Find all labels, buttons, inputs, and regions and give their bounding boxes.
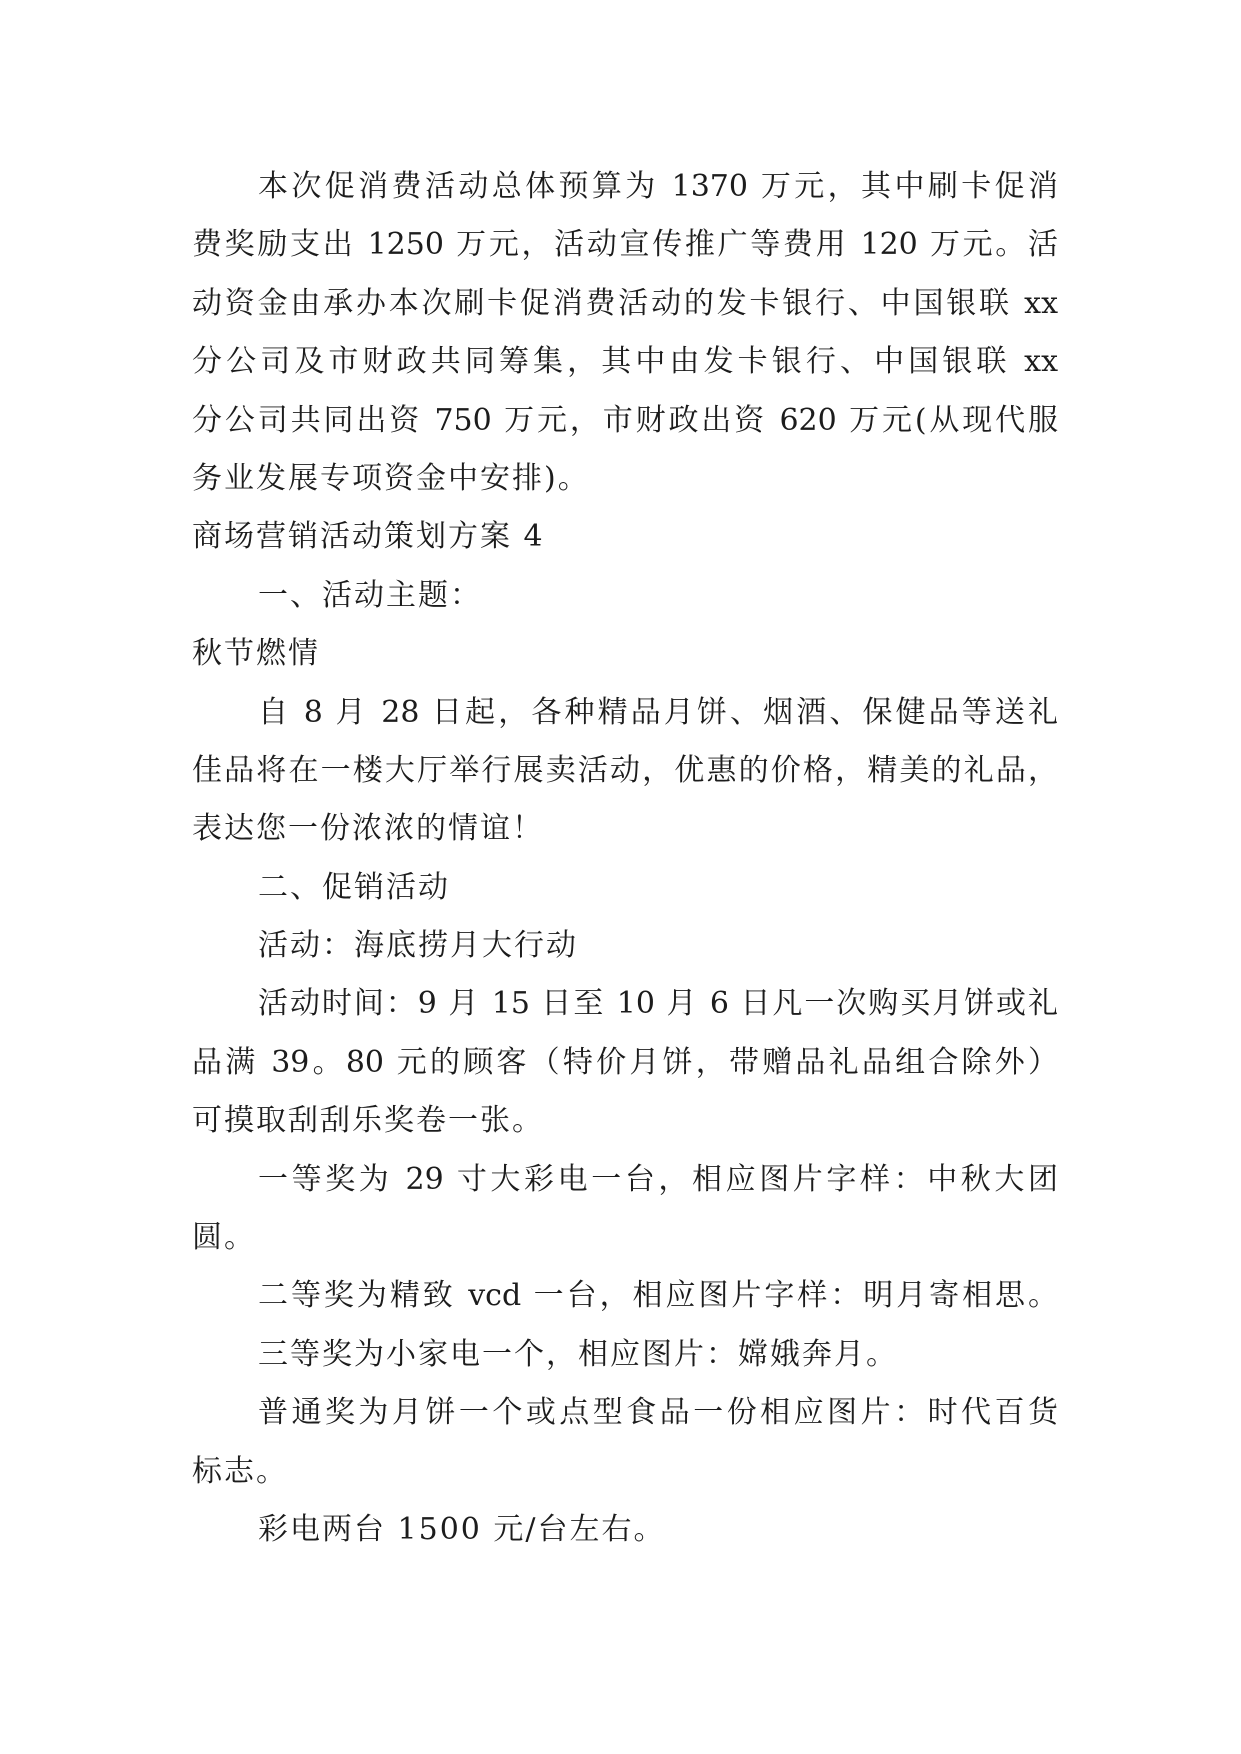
text-line: 活动：海底捞月大行动 [258, 928, 578, 964]
paragraph-second-prize [192, 1267, 1058, 1325]
text-line: 分公司共同出资 750 万元，市财政出资 620 万元(从现代服 [192, 402, 1058, 438]
text-line: 佳品将在一楼大厅举行展卖活动，优惠的价格，精美的礼品， [192, 752, 1058, 788]
text-line: 秋节燃情 [192, 636, 320, 672]
text-line: 动资金由承办本次刷卡促消费活动的发卡银行、中国银联 xx [192, 285, 1058, 321]
paragraph-activity-time [192, 975, 1058, 1150]
text-line: 本次促消费活动总体预算为 1370 万元，其中刷卡促消 [258, 169, 1058, 204]
text-line: 自 8 月 28 日起，各种精品月饼、烟酒、保健品等送礼 [258, 694, 1058, 730]
text-line: 普通奖为月饼一个或点型食品一份相应图片：时代百货 [258, 1395, 1058, 1431]
section-heading [192, 859, 1058, 917]
paragraph-general-prize [192, 1384, 1058, 1501]
text-line: 活动时间：9 月 15 日至 10 月 6 日凡一次购买月饼或礼 [258, 986, 1058, 1022]
paragraph-first-prize [192, 1151, 1058, 1268]
text-line: 费奖励支出 1250 万元，活动宣传推广等费用 120 万元。活 [192, 227, 1058, 263]
section-heading-line: 一、活动主题： [258, 577, 482, 613]
section-heading-line: 二、促销活动 [258, 869, 450, 905]
text-line: 圆。 [192, 1220, 256, 1256]
paragraph-exhibition [192, 684, 1058, 859]
text-line: 务业发展专项资金中安排)。 [192, 460, 590, 496]
paragraph-third-prize [192, 1326, 1058, 1384]
text-line: 一等奖为 29 寸大彩电一台，相应图片字样：中秋大团 [258, 1161, 1058, 1197]
text-line: 标志。 [192, 1453, 288, 1489]
text-line: 二等奖为精致 vcd 一台，相应图片字样：明月寄相思。 [258, 1278, 1058, 1314]
text-line: 分公司及市财政共同筹集，其中由发卡银行、中国银联 xx [192, 344, 1058, 380]
document-body [192, 158, 1058, 1559]
paragraph-tv-cost [192, 1501, 1058, 1559]
activity-name [192, 917, 1058, 975]
theme-text [192, 625, 1058, 683]
document-title [192, 508, 1058, 566]
title-line: 商场营销活动策划方案 4 [192, 519, 545, 555]
text-line: 三等奖为小家电一个，相应图片：嫦娥奔月。 [258, 1336, 898, 1372]
text-line: 可摸取刮刮乐奖卷一张。 [192, 1103, 544, 1139]
text-line: 品满 39。80 元的顾客（特价月饼，带赠品礼品组合除外） [192, 1044, 1058, 1080]
text-line: 彩电两台 1500 元/台左右。 [258, 1511, 666, 1547]
paragraph-budget [192, 158, 1058, 508]
text-line: 表达您一份浓浓的情谊！ [192, 811, 544, 847]
section-heading [192, 567, 1058, 625]
